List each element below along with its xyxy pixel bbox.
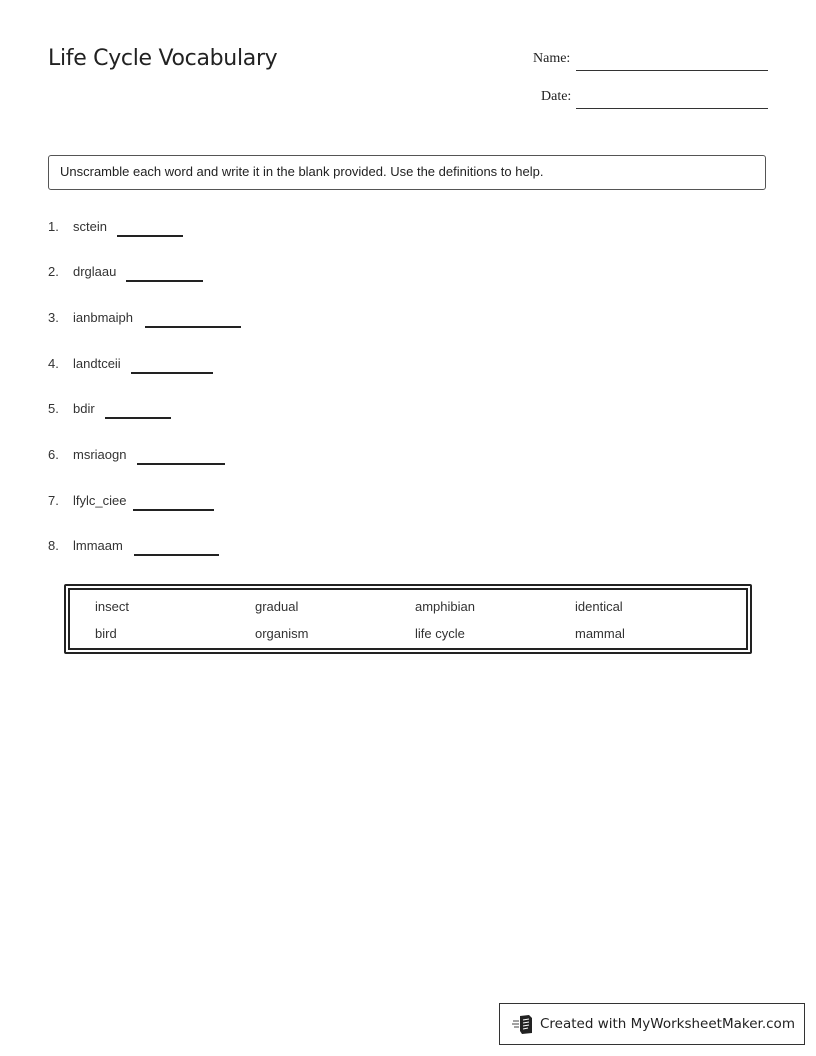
credit-text: Created with MyWorksheetMaker.com [540, 1016, 795, 1032]
question-number: 2. [48, 264, 59, 279]
answer-blank[interactable] [131, 372, 213, 374]
word-bank-word: organism [255, 626, 309, 641]
word-bank [64, 584, 752, 654]
scrambled-word: lfylc_ciee [73, 493, 127, 508]
question-number: 7. [48, 493, 59, 508]
word-bank-word: bird [95, 626, 117, 641]
answer-blank[interactable] [137, 463, 225, 465]
word-bank-word: life cycle [415, 626, 465, 641]
question-number: 4. [48, 356, 59, 371]
question-number: 3. [48, 310, 59, 325]
word-bank-word: identical [575, 599, 623, 614]
scrambled-word: lmmaam [73, 538, 123, 553]
answer-blank[interactable] [126, 280, 203, 282]
word-bank-word: insect [95, 599, 129, 614]
date-field[interactable] [576, 108, 768, 109]
word-bank-word: mammal [575, 626, 625, 641]
instructions-box [48, 155, 766, 190]
worksheet-title: Life Cycle Vocabulary [48, 46, 278, 71]
scrambled-word: drglaau [73, 264, 117, 279]
name-field[interactable] [576, 70, 768, 71]
scrambled-word: landtceii [73, 356, 121, 371]
question-number: 8. [48, 538, 59, 553]
question-number: 1. [48, 219, 59, 234]
answer-blank[interactable] [133, 509, 214, 511]
scrambled-word: sctein [73, 219, 107, 234]
word-bank-inner [68, 588, 748, 650]
question-number: 5. [48, 401, 59, 416]
answer-blank[interactable] [145, 326, 241, 328]
question-number: 6. [48, 447, 59, 462]
answer-blank[interactable] [134, 554, 219, 556]
word-bank-word: amphibian [415, 599, 475, 614]
instructions-text: Unscramble each word and write it in the blank provided. Use the definitions to help. [60, 164, 544, 179]
worksheet-maker-logo-icon [512, 1013, 534, 1035]
scrambled-word: msriaogn [73, 447, 127, 462]
date-label: Date: [541, 89, 572, 104]
word-bank-word: gradual [255, 599, 299, 614]
created-with-badge[interactable] [499, 1003, 805, 1045]
answer-blank[interactable] [117, 235, 183, 237]
scrambled-word: bdir [73, 401, 95, 416]
answer-blank[interactable] [105, 417, 171, 419]
scrambled-word: ianbmaiph [73, 310, 133, 325]
name-label: Name: [533, 51, 571, 66]
